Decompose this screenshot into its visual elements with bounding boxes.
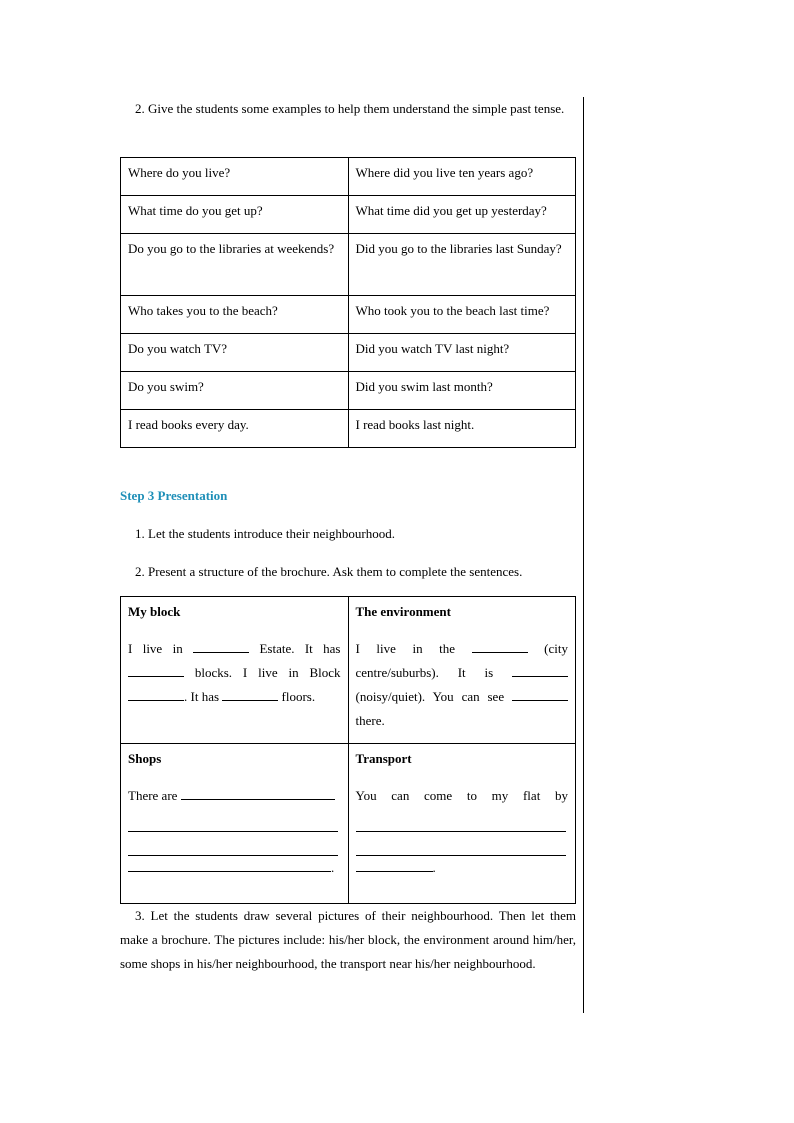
page-margin-line	[583, 97, 584, 1013]
brochure-structure-table	[120, 596, 576, 904]
environment-text: I live in the (city centre/suburbs). It is (noisy/quiet). You can see there.	[356, 637, 569, 733]
blank	[512, 685, 568, 701]
present-tense-cell: Where do you live?	[121, 158, 349, 196]
present-tense-cell: Do you swim?	[121, 372, 349, 410]
past-tense-cell: Did you watch TV last night?	[348, 334, 576, 372]
present-tense-cell: Do you watch TV?	[121, 334, 349, 372]
blank-line	[128, 808, 338, 832]
blank-line	[356, 832, 566, 856]
present-tense-cell: What time do you get up?	[121, 196, 349, 234]
present-tense-cell: Who takes you to the beach?	[121, 296, 349, 334]
tense-table-row	[121, 196, 576, 234]
tense-table-row	[121, 334, 576, 372]
my-block-text: I live in Estate. It has blocks. I live in Block . It has floors.	[128, 637, 341, 709]
present-tense-cell: Do you go to the libraries at weekends?	[121, 234, 349, 296]
shops-title: Shops	[128, 751, 162, 766]
tense-table-row	[121, 158, 576, 196]
blank-line	[356, 808, 566, 832]
past-tense-cell: What time did you get up yesterday?	[348, 196, 576, 234]
my-block-title: My block	[128, 604, 181, 619]
step3-item-1: 1. Let the students introduce their neighbourhood.	[135, 526, 395, 541]
environment-title: The environment	[355, 604, 451, 619]
blank	[222, 685, 278, 701]
environment-cell	[348, 597, 576, 744]
past-tense-cell: I read books last night.	[348, 410, 576, 448]
intro-item-2: 2. Give the students some examples to help them understand the simple past tense.	[135, 101, 565, 116]
blank	[512, 661, 568, 677]
present-tense-cell: I read books every day.	[121, 410, 349, 448]
blank-line	[128, 832, 338, 856]
step3-heading: Step 3 Presentation	[120, 488, 228, 503]
tense-examples-table	[120, 157, 576, 448]
tense-table-row	[121, 410, 576, 448]
blank-line	[356, 856, 433, 872]
blank	[193, 637, 249, 653]
blank	[181, 784, 335, 800]
blank	[128, 661, 184, 677]
transport-last-line: .	[356, 856, 569, 880]
step3-item-3: 3. Let the students draw several pictures of their neighbourhood. Then let them make a brochure. The pictures include: his/her block, the environment around him/her, some shops in his/her neighbourhood, the transport near his/her neighbourhood.	[120, 908, 576, 971]
tense-table-row	[121, 234, 576, 296]
past-tense-cell: Did you go to the libraries last Sunday?	[348, 234, 576, 296]
blank	[472, 637, 528, 653]
past-tense-cell: Where did you live ten years ago?	[348, 158, 576, 196]
past-tense-cell: Who took you to the beach last time?	[348, 296, 576, 334]
shops-text: There are	[128, 784, 341, 808]
past-tense-cell: Did you swim last month?	[348, 372, 576, 410]
blank-line	[128, 856, 331, 872]
step3-item-2: 2. Present a structure of the brochure. Ask them to complete the sentences.	[135, 564, 523, 579]
transport-title: Transport	[355, 751, 412, 766]
tense-table-row	[121, 296, 576, 334]
transport-cell	[348, 744, 576, 904]
blank	[128, 685, 184, 701]
transport-text: You can come to my flat by	[355, 788, 568, 803]
my-block-cell	[121, 597, 349, 744]
shops-cell	[121, 744, 349, 904]
shops-last-line: .	[128, 856, 341, 880]
tense-table-row	[121, 372, 576, 410]
